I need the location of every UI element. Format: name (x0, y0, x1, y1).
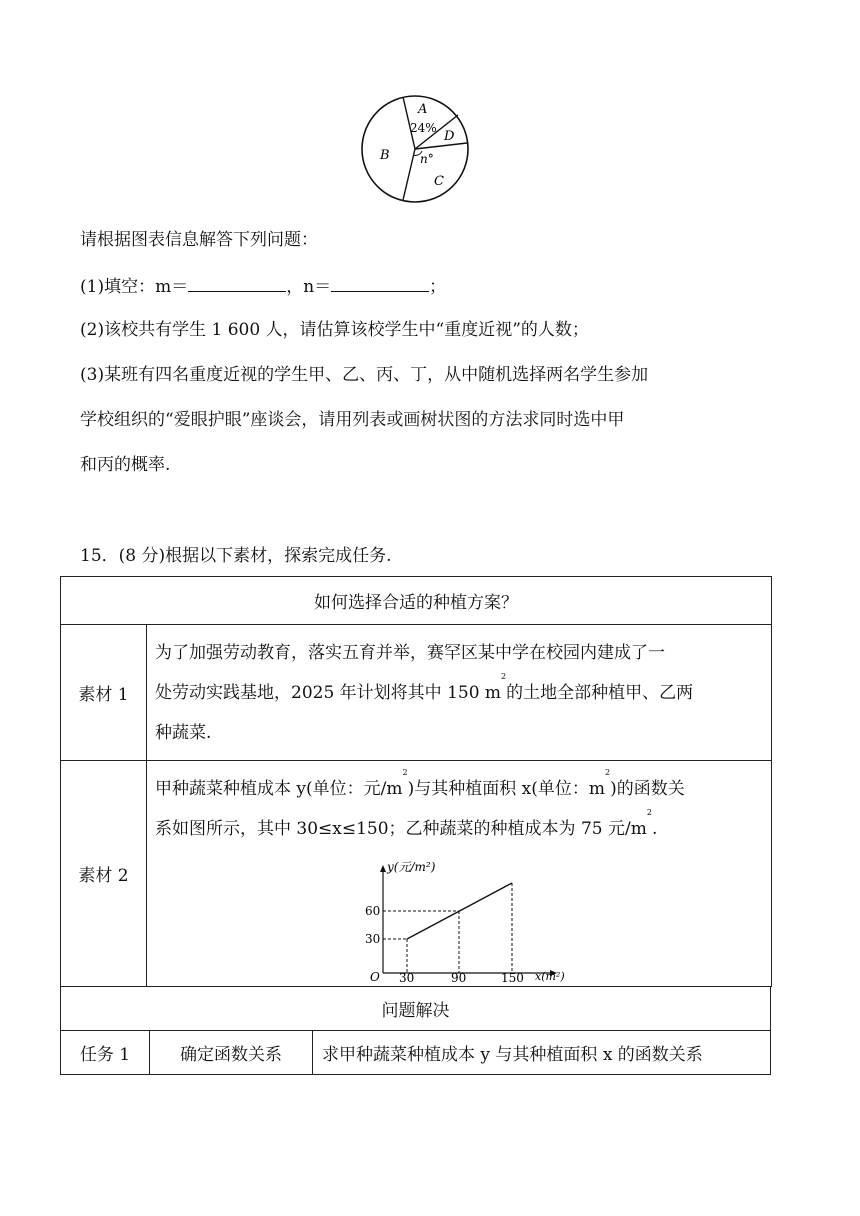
material1-line3: 种蔬菜. (155, 723, 212, 743)
material1-content (147, 625, 772, 761)
origin-label: O (370, 970, 380, 983)
cost-function-graph (365, 859, 565, 983)
q14-part2: (2)该校共有学生 1 600 人，请估算该校学生中“重度近视”的人数； (80, 320, 589, 340)
pie-label-a: A (418, 102, 428, 117)
q14-part3-line1: (3)某班有四名重度近视的学生甲、乙、丙、丁，从中随机选择两名学生参加 (80, 365, 649, 385)
y-axis-label: y(元/m²) (387, 860, 436, 874)
q14-part3-line3: 和丙的概率. (80, 455, 171, 475)
q14-part3-line2: 学校组织的“爱眼护眼”座谈会，请用列表或画树状图的方法求同时选中甲 (80, 410, 625, 430)
task1-name: 确定函数关系 (150, 1031, 313, 1075)
task1-description: 求甲种蔬菜种植成本 y 与其种植面积 x 的函数关系 (313, 1031, 771, 1075)
n-blank (331, 277, 429, 292)
tasks-table (60, 986, 771, 1075)
material1-line1: 为了加强劳动教育，落实五育并举，赛罕区某中学在校园内建成了一 (155, 643, 665, 663)
q14-part1 (80, 277, 446, 296)
pie-label-d: D (444, 129, 455, 144)
material2-line1: 甲种蔬菜种植成本 y(单位：元$/m^2$)与其种植面积 x(单位：$m^2$)的函数关 (155, 768, 685, 799)
cost-line (407, 883, 512, 939)
pie-label-a-percent: 24% (410, 121, 437, 135)
q14-part1-prefix: (1)填空：m＝ (80, 277, 189, 297)
pie-diagram (358, 93, 474, 205)
material2-content (147, 761, 772, 987)
material1-label: 素材 1 (61, 625, 147, 761)
table-header: 如何选择合适的种植方案？ (61, 577, 772, 625)
materials-table (60, 576, 772, 987)
solve-header: 问题解决 (61, 987, 771, 1031)
material2-label: 素材 2 (61, 761, 147, 987)
q15-title: 15．(8 分)根据以下素材，探索完成任务. (80, 546, 392, 566)
x-axis-label: x(m²) (535, 970, 565, 983)
material1-line2: 处劳动实践基地，2025 年计划将其中 150 $m^2$的土地全部种植甲、乙两 (155, 672, 694, 703)
x-tick-30: 30 (399, 971, 415, 983)
y-tick-30: 30 (365, 932, 381, 946)
y-axis-arrow (380, 865, 386, 872)
pie-label-c: C (434, 174, 444, 189)
task1-label: 任务 1 (61, 1031, 150, 1075)
pie-label-n: n° (420, 152, 434, 166)
q14-intro: 请根据图表信息解答下列问题： (80, 230, 318, 250)
m-blank (188, 277, 286, 292)
pie-label-b: B (380, 148, 390, 163)
q14-part1-mid: ，n＝ (286, 277, 332, 297)
q14-part1-end: ； (429, 277, 447, 297)
x-tick-90: 90 (451, 971, 467, 983)
y-tick-60: 60 (365, 904, 381, 918)
material2-line2: 系如图所示，其中 30≤x≤150；乙种蔬菜的种植成本为 75 元$/m^2$. (155, 808, 658, 839)
x-tick-150: 150 (501, 971, 524, 983)
